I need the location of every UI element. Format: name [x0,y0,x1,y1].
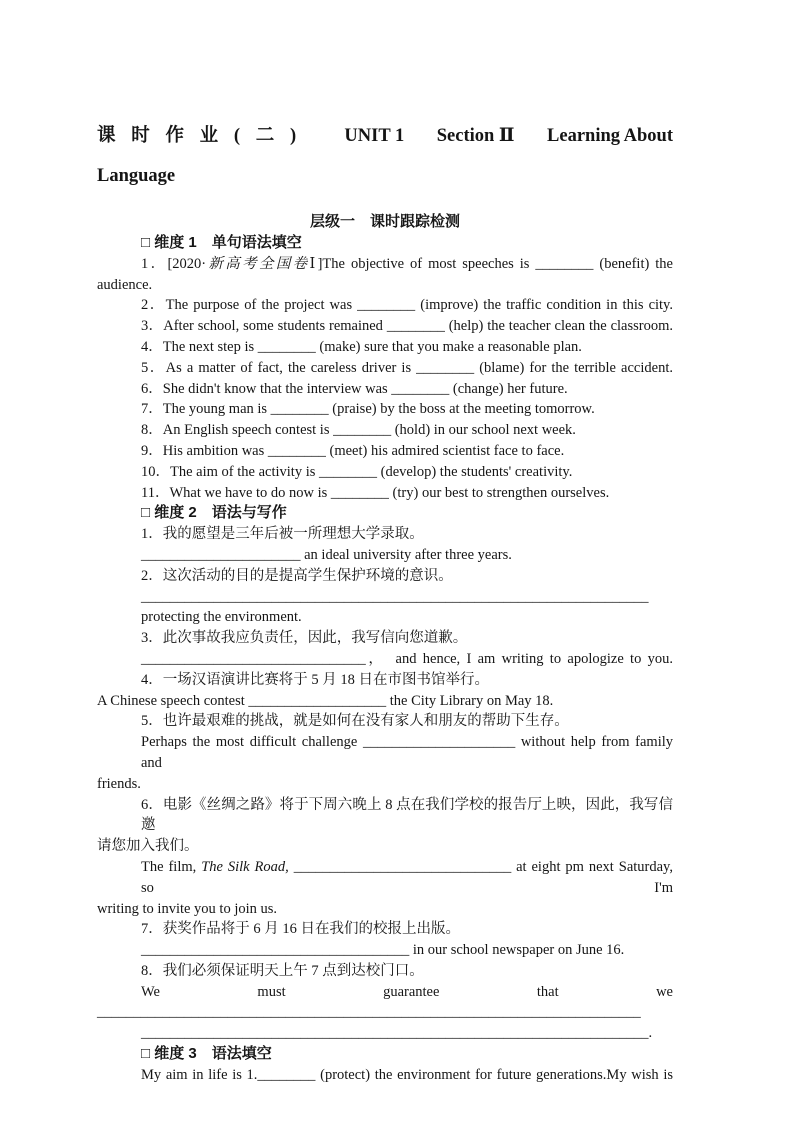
text-run: _______________________________， and hence, I am writing to apologize to you. [141,650,673,667]
write-item-8-blank-line-1 [97,1002,673,1023]
write-item-8-blank-line-2 [97,1023,673,1044]
write-item-2-cn [97,566,673,587]
title-learning-about: Learning About [547,126,673,146]
write-item-3-cn [97,628,673,649]
page-content [97,116,673,1086]
write-item-1-answer [97,545,673,566]
write-item-6-cn-1 [97,795,673,837]
text-run: Perhaps the most difficult challenge _____________________ without help from family and [141,734,673,771]
dimension-2-heading [97,503,673,524]
text-run: 11．What we have to do now is ________ (try) our best to strengthen ourselves. [141,484,610,501]
text-run: □ 维度 3 语法填空 [141,1045,272,1063]
level-one-heading: 层级一 课时跟踪检测 [309,213,460,230]
write-item-8-cn [97,961,673,982]
doc-body [97,233,673,1086]
text-run: 2．这次活动的目的是提高学生保护环境的意识。 [141,567,453,584]
write-item-6-cn-2 [97,836,673,857]
doc-title-line-1 [97,116,673,156]
text-run: Ⅰ]The objective of most speeches is ________ (benefit) the [309,255,673,272]
gram-item-11 [97,483,673,504]
dimension-3-heading [97,1044,673,1065]
gram-item-5 [97,358,673,379]
gram-item-7 [97,399,673,420]
write-item-8-answer-1 [97,982,673,1003]
write-item-5-answer-1 [97,732,673,774]
write-item-6-answer-2 [97,899,673,920]
write-item-6-answer-1 [97,857,673,899]
text-run: ______________________________ at eight pm next Saturday, so I'm [141,858,673,896]
text-run: friends. [97,775,141,792]
gram-item-6 [97,379,673,400]
text-run: My aim in life is 1.________ (protect) the environment for future generations.My wish is [141,1066,673,1083]
text-run: 9．His ambition was ________ (meet) his admired scientist face to face. [141,442,565,459]
write-item-1-cn [97,524,673,545]
text-run: 4．The next step is ________ (make) sure that you make a reasonable plan. [141,338,582,355]
gram-item-2 [97,295,673,316]
write-item-7-cn [97,919,673,940]
title-assignment-cn: 课时作业(二) [97,126,312,146]
text-run: □ 维度 1 单句语法填空 [141,234,302,251]
italic-text-run: The Silk Road, [201,858,289,875]
write-item-4-cn [97,670,673,691]
text-run: 请您加入我们。 [97,838,199,855]
text-run: 3．此次事故我应负责任，因此，我写信向您道歉。 [141,630,468,647]
write-item-5-cn [97,711,673,732]
text-run: ___________________________________________________________________________ [97,1004,641,1021]
dimension-1-heading [97,233,673,254]
text-run: protecting the environment. [141,609,302,626]
gram-item-1-line-2 [97,275,673,296]
text-run: 2．The purpose of the project was ________ (improve) the traffic condition in this city. [141,297,673,314]
write-item-7-answer [97,940,673,961]
gram-item-9 [97,441,673,462]
text-run: 6．She didn't know that the interview was ________ (change) her future. [141,380,568,397]
text-run: 1．我的愿望是三年后被一所理想大学录取。 [141,526,424,543]
text-run: 4．一场汉语演讲比赛将于 5 月 18 日在市图书馆举行。 [141,671,489,688]
title-unit: UNIT 1 [344,126,405,146]
text-run: 7．获奖作品将于 6 月 16 日在我们的校报上出版。 [141,921,460,938]
text-run: ______________________________________________________________________. [141,1025,653,1042]
doc-title-line-2: Language [97,166,176,186]
text-run: 5．As a matter of fact, the careless driver is ________ (blame) for the terrible accident. [141,359,673,376]
gram-item-8 [97,420,673,441]
text-run: 6．电影《丝绸之路》将于下周六晚上 8 点在我们学校的报告厅上映，因此，我写信邀 [141,796,673,834]
write-item-2-blank-line [97,587,673,608]
gram-item-1-line-1 [97,254,673,275]
text-run: ______________________________________________________________________ [141,588,649,605]
text-run: 7．The young man is ________ (praise) by the boss at the meeting tomorrow. [141,401,595,418]
text-run: 10．The aim of the activity is ________ (develop) the students' creativity. [141,463,573,480]
text-run: We must guarantee that we [141,983,673,1000]
text-run: ______________________ an ideal university after three years. [141,546,512,563]
write-item-4-answer [97,691,673,712]
write-item-3-answer [97,649,673,670]
text-run: 8．An English speech contest is ________ (hold) in our school next week. [141,422,576,439]
gram-item-10 [97,462,673,483]
italic-text-run: 新高考全国卷 [206,255,310,272]
text-run: writing to invite you to join us. [97,900,278,917]
text-run: 1．[2020· [141,255,207,272]
text-run: The film, [141,858,202,875]
text-run: 8．我们必须保证明天上午 7 点到达校门口。 [141,962,424,979]
write-item-2-answer-cont [97,607,673,628]
text-run: A Chinese speech contest ___________________ the City Library on May 18. [97,692,554,709]
text-run: 3．After school, some students remained ________ (help) the teacher clean the classroom. [141,318,673,335]
gram-item-3 [97,316,673,337]
text-run: _____________________________________ in our school newspaper on June 16. [141,942,625,959]
text-run: audience. [97,276,153,293]
text-run: 5．也许最艰难的挑战，就是如何在没有家人和朋友的帮助下生存。 [141,713,569,730]
write-item-5-answer-2 [97,774,673,795]
cloze-passage-line-1 [97,1065,673,1086]
title-section: Section Ⅱ [436,126,515,146]
text-run: □ 维度 2 语法与写作 [141,504,287,522]
gram-item-4 [97,337,673,358]
